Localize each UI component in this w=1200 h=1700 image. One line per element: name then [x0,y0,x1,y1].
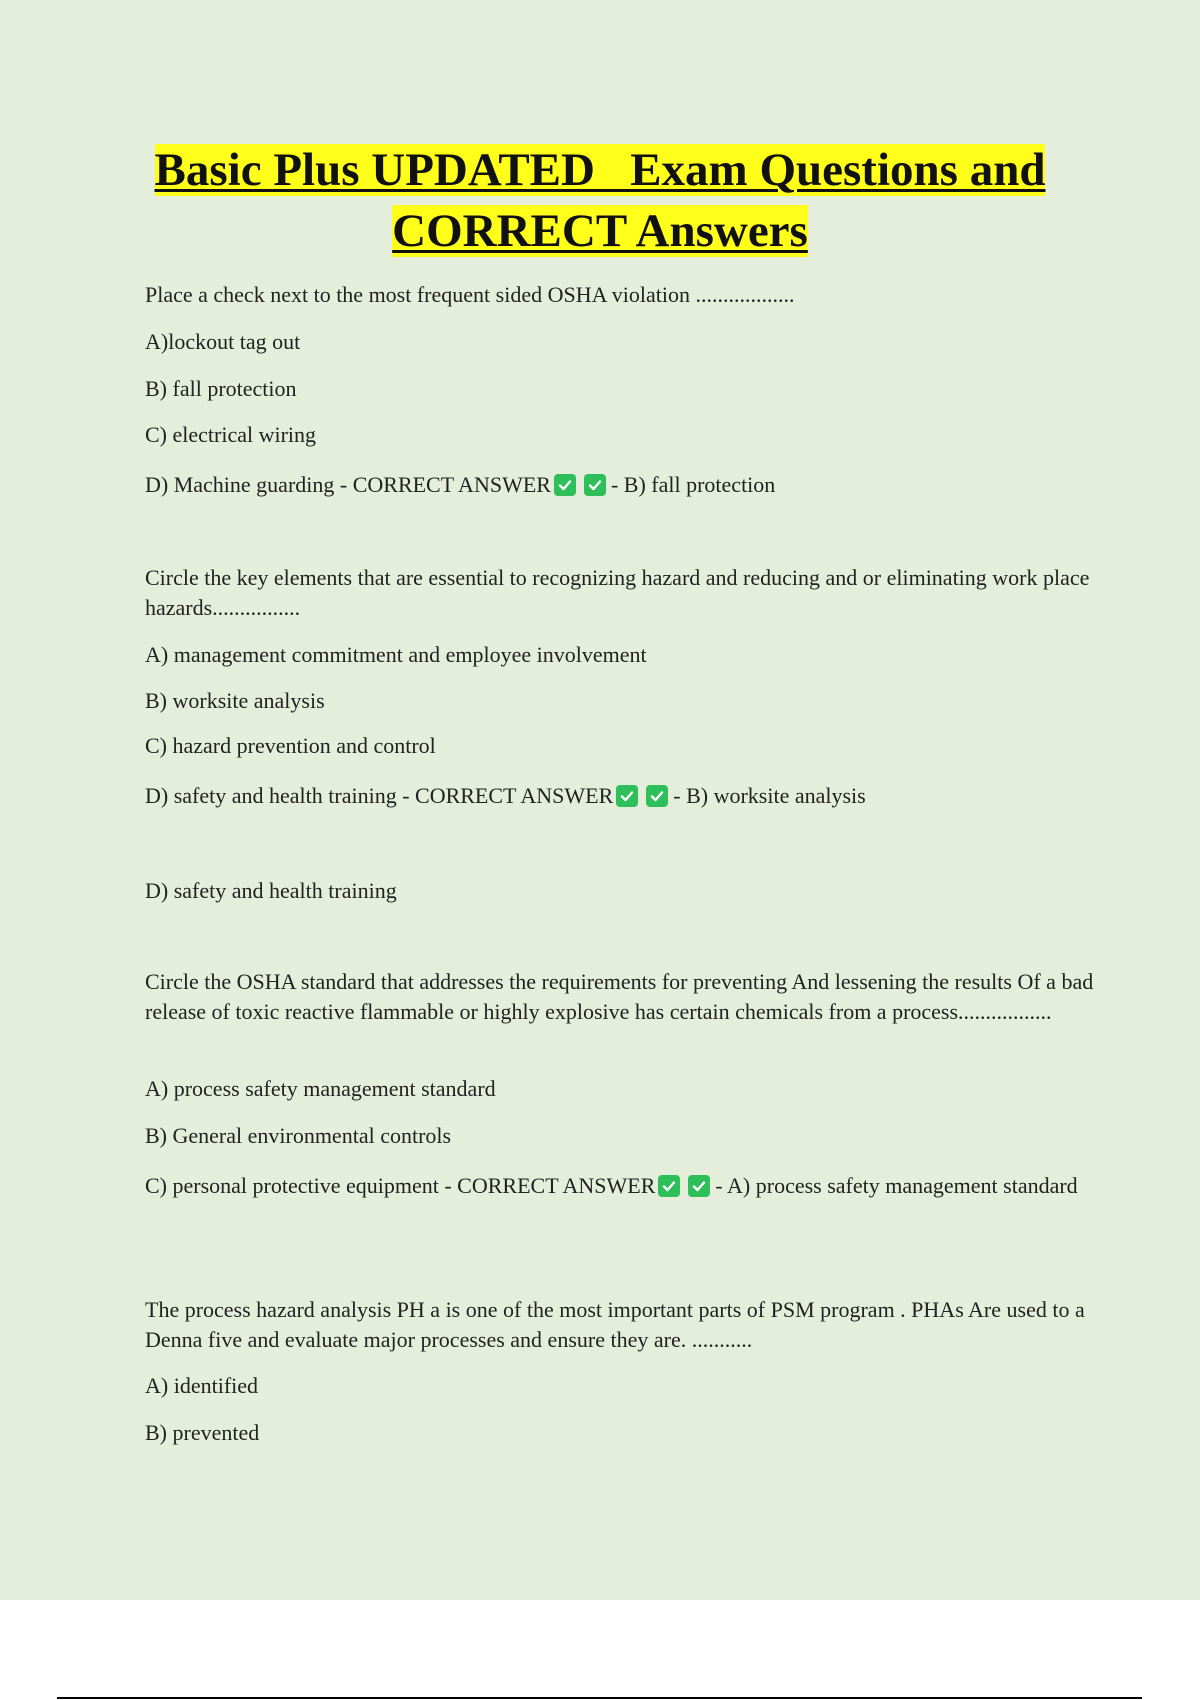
question-2-option-d: D) safety and health training - CORRECT ANSWER [145,783,614,808]
question-3-option-a: A) process safety management standard [145,1076,496,1101]
check-mark-icon [646,785,668,807]
question-2-extra-line: D) safety and health training [145,878,397,903]
question-2-option-c: C) hazard prevention and control [145,733,436,758]
question-1-option-c: C) electrical wiring [145,422,317,447]
title-line-2: CORRECT Answers [392,205,808,257]
question-4-prompt: The process hazard analysis PH a is one of the most important parts of PSM program . PHAs Are used to a Denna five and evaluate major processes and ensure they are. ........... [145,1297,1085,1352]
question-2-prompt: Circle the key elements that are essential to recognizing hazard and reducing and or eliminating work place hazards................ [145,565,1090,620]
question-2-answer-line [145,781,1095,811]
question-1-answer-line [145,470,1095,500]
question-3-prompt: Circle the OSHA standard that addresses the requirements for preventing And lessening the results Of a bad release of toxic reactive flammable or highly explosive has certain chemicals from a process................. [145,969,1094,1024]
question-2-correct-answer: - B) worksite analysis [673,783,866,808]
check-mark-icon [584,474,606,496]
question-2-option-b: B) worksite analysis [145,688,325,713]
check-mark-icon [688,1175,710,1197]
question-4-option-b: B) prevented [145,1420,260,1445]
question-3-correct-answer: - A) process safety management standard [715,1173,1078,1198]
check-mark-icon [554,474,576,496]
page-footer-rule [57,1697,1142,1699]
question-3-answer-line [145,1171,1095,1201]
question-3-option-b: B) General environmental controls [145,1123,452,1148]
question-1-correct-answer: - B) fall protection [610,472,776,497]
question-3-option-c: C) personal protective equipment - CORRECT ANSWER [145,1173,656,1198]
question-1-option-a: A)lockout tag out [145,329,301,354]
question-4-option-a: A) identified [145,1373,259,1398]
check-mark-icon [658,1175,680,1197]
check-mark-icon [616,785,638,807]
question-1-option-d: D) Machine guarding - CORRECT ANSWER [145,472,551,497]
title-line-1: Basic Plus UPDATED Exam Questions and [154,144,1046,196]
document-title [100,140,1100,262]
question-2-option-a: A) management commitment and employee involvement [145,642,647,667]
question-1-prompt: Place a check next to the most frequent sided OSHA violation .................. [145,282,795,307]
question-1-option-b: B) fall protection [145,376,297,401]
